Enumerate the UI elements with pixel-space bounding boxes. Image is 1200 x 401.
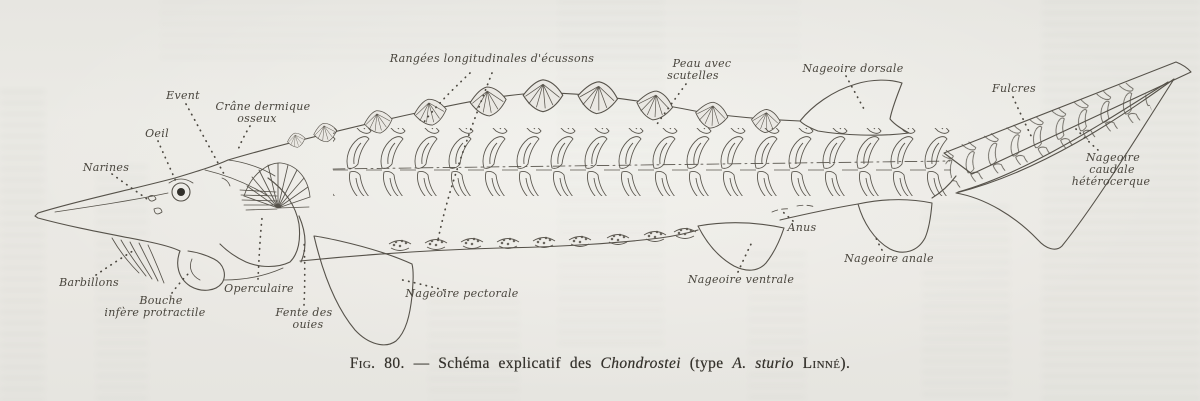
label-dermal-skull-2: osseux [237, 112, 277, 125]
label-skin-2: scutelles [667, 69, 719, 82]
label-anal-fin: Nageoire anale [844, 252, 934, 265]
dorsal-fin [800, 80, 909, 135]
label-dermal-skull-1: Crâne dermique [215, 100, 311, 113]
caption-taxon: Chondrostei [600, 355, 681, 372]
label-opercle: Operculaire [224, 282, 294, 295]
label-mouth-1: Bouche [139, 294, 183, 307]
caption-type-open: (type [689, 355, 724, 372]
label-caudal-fin-2: caudale [1089, 163, 1135, 176]
nostrils [148, 195, 162, 214]
ventral-fin [698, 223, 784, 270]
label-pectoral-fin: Nageoire pectorale [405, 287, 519, 300]
label-caudal-fin-3: hétérocerque [1071, 175, 1151, 188]
label-dorsal-fin: Nageoire dorsale [802, 62, 904, 75]
anal-fin [858, 200, 932, 252]
barbels [112, 238, 164, 283]
label-gill-slit-1: Fente des [275, 306, 333, 319]
caption-close: ). [840, 355, 851, 372]
label-ventral-fin: Nageoire ventrale [687, 273, 795, 286]
label-barbels: Barbillons [59, 276, 119, 289]
label-skin-1: Peau avec [672, 57, 732, 70]
label-nostrils: Narines [82, 161, 130, 174]
label-caudal-fin-1: Nageoire [1085, 151, 1141, 164]
anus-marks [772, 205, 815, 212]
label-scute-rows: Rangées longitudinales d'écussons [389, 52, 595, 65]
eye [169, 179, 193, 201]
label-mouth-2: infère protractile [104, 306, 206, 319]
head-details [112, 160, 310, 290]
caption-lead: Schéma explicatif des [438, 355, 592, 372]
caption-author: Linné [802, 355, 841, 372]
label-anus: Anus [787, 221, 817, 234]
caption-fig-number: Fig. 80. [349, 355, 405, 372]
myomere-band [333, 78, 1154, 196]
label-fulcra: Fulcres [992, 82, 1036, 95]
figure-caption [0, 355, 1200, 373]
label-eye: Oeil [145, 127, 169, 140]
caption-dash: — [413, 355, 430, 372]
label-spiracle: Event [166, 89, 200, 102]
spiracle [222, 178, 230, 186]
caption-species: A. sturio [732, 355, 794, 372]
label-gill-slit-2: ouies [292, 318, 324, 331]
